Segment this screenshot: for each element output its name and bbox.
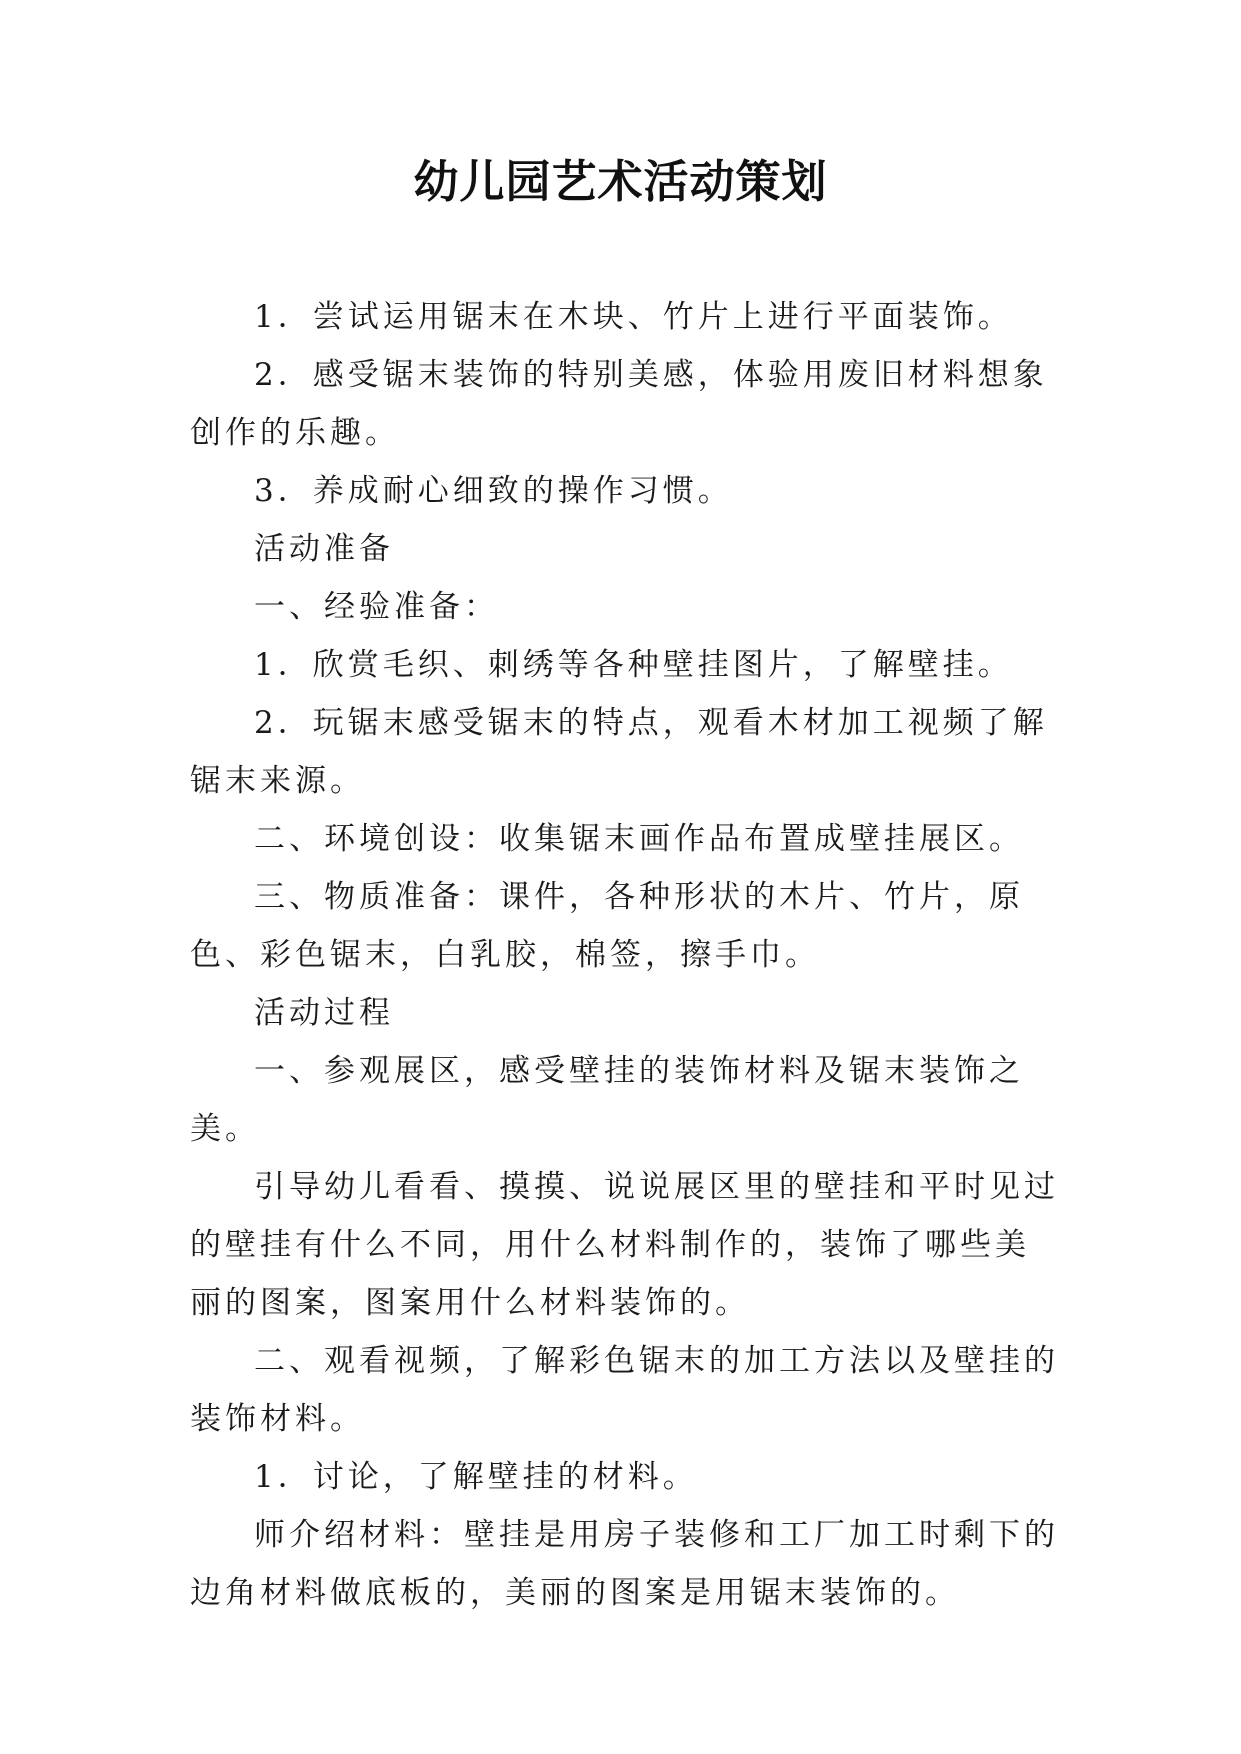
- paragraph: 三、物质准备：课件，各种形状的木片、竹片，原色、彩色锯末，白乳胶，棉签，擦手巾。: [190, 879, 1024, 973]
- subsection-heading: 一、经验准备：: [254, 589, 499, 625]
- paragraph: 一、参观展区，感受壁挂的装饰材料及锯末装饰之美。: [190, 1053, 1024, 1147]
- paragraph: 二、环境创设：收集锯末画作品布置成壁挂展区。: [254, 821, 1024, 857]
- paragraph: 引导幼儿看看、摸摸、说说展区里的壁挂和平时见过的壁挂有什么不同，用什么材料制作的，装饰了哪些美丽的图案，图案用什么材料装饰的。: [190, 1169, 1059, 1321]
- paragraph: 1．欣赏毛织、刺绣等各种壁挂图片，了解壁挂。: [254, 647, 1013, 683]
- section-heading: 活动过程: [254, 995, 394, 1031]
- paragraph: 3．养成耐心细致的操作习惯。: [254, 473, 733, 509]
- section-heading: 活动准备: [254, 531, 394, 567]
- paragraph: 2．玩锯末感受锯末的特点，观看木材加工视频了解锯末来源。: [190, 705, 1048, 799]
- paragraph: 1．讨论，了解壁挂的材料。: [254, 1459, 698, 1495]
- paragraph: 2．感受锯末装饰的特别美感，体验用废旧材料想象创作的乐趣。: [190, 357, 1048, 451]
- document-body: [190, 288, 1060, 1622]
- paragraph: 师介绍材料：壁挂是用房子装修和工厂加工时剩下的边角材料做底板的，美丽的图案是用锯末装饰的。: [190, 1517, 1059, 1611]
- paragraph: 二、观看视频，了解彩色锯末的加工方法以及壁挂的装饰材料。: [190, 1343, 1059, 1437]
- document-title: 幼儿园艺术活动策划: [413, 155, 828, 208]
- paragraph: 1．尝试运用锯末在木块、竹片上进行平面装饰。: [254, 299, 1013, 335]
